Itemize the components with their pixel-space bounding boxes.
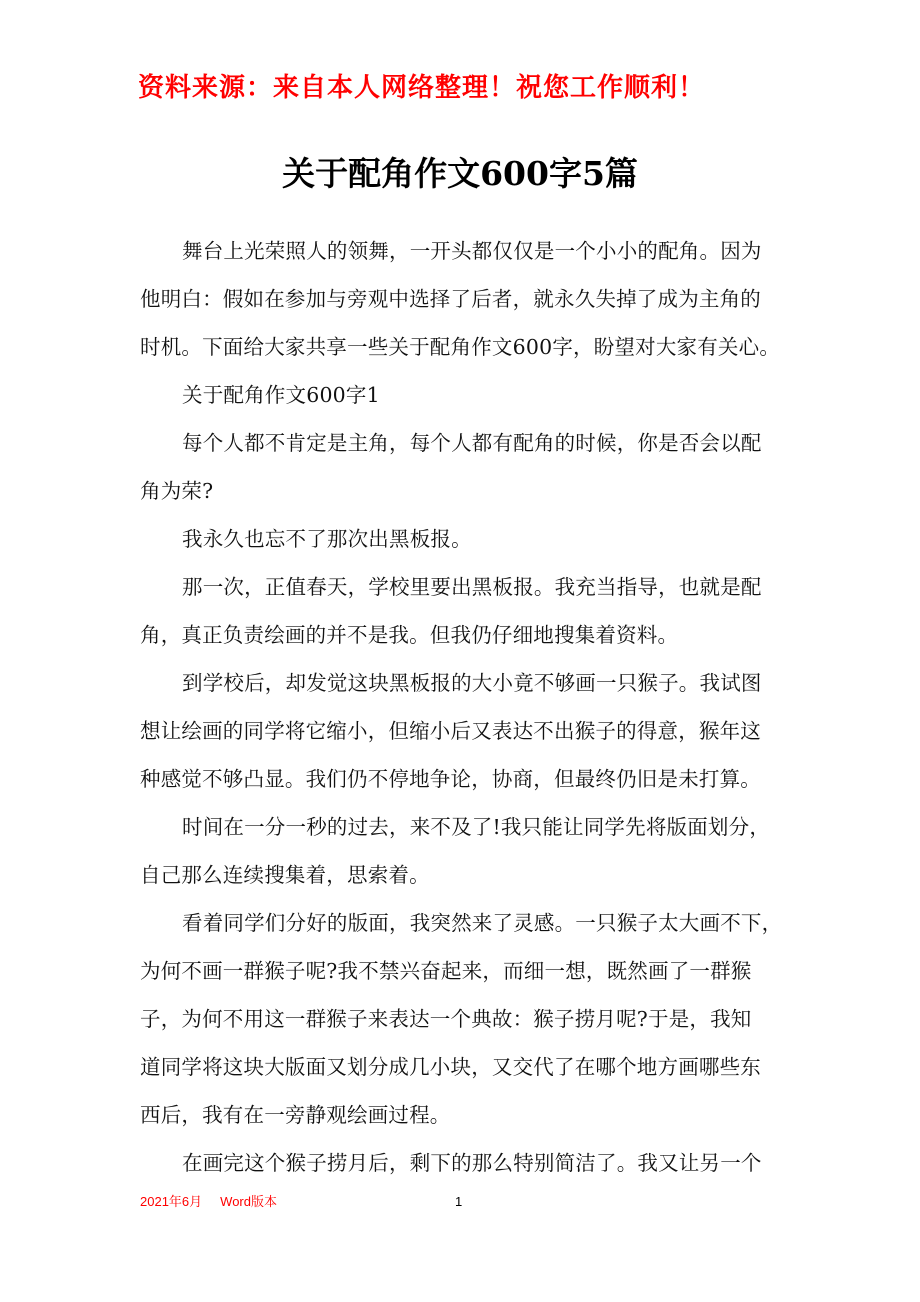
body-line: 他明白：假如在参加与旁观中选择了后者，就永久失掉了成为主角的 bbox=[140, 287, 761, 311]
body-line: 时间在一分一秒的过去，来不及了!我只能让同学先将版面划分， bbox=[182, 815, 771, 839]
body-line: 每个人都不肯定是主角，每个人都有配角的时候，你是否会以配 bbox=[182, 431, 762, 455]
section-heading: 关于配角作文600字1 bbox=[182, 383, 380, 407]
body-line: 我永久也忘不了那次出黑板报。 bbox=[182, 527, 472, 551]
footer-date: 2021年6月 bbox=[140, 1194, 203, 1209]
document-title: 关于配角作文600字5篇 bbox=[282, 154, 638, 193]
body-line: 道同学将这块大版面又划分成几小块，又交代了在哪个地方画哪些东 bbox=[140, 1055, 761, 1079]
body-line: 看着同学们分好的版面，我突然来了灵感。一只猴子太大画不下， bbox=[182, 911, 783, 935]
source-banner: 资料来源：来自本人网络整理！祝您工作顺利！ bbox=[138, 73, 706, 103]
body-line: 时机。下面给大家共享一些关于配角作文600字，盼望对大家有关心。 bbox=[140, 335, 781, 359]
body-line: 为何不画一群猴子呢?我不禁兴奋起来，而细一想，既然画了一群猴 bbox=[140, 959, 752, 983]
body-line: 舞台上光荣照人的领舞，一开头都仅仅是一个小小的配角。因为 bbox=[182, 239, 762, 263]
body-line: 想让绘画的同学将它缩小，但缩小后又表达不出猴子的得意，猴年这 bbox=[140, 719, 761, 743]
footer-version: Word版本 bbox=[220, 1194, 277, 1209]
body-line: 那一次，正值春天，学校里要出黑板报。我充当指导，也就是配 bbox=[182, 575, 762, 599]
page-footer bbox=[140, 1192, 277, 1212]
body-line: 西后，我有在一旁静观绘画过程。 bbox=[140, 1103, 451, 1127]
body-line: 子，为何不用这一群猴子来表达一个典故：猴子捞月呢?于是，我知 bbox=[140, 1007, 752, 1031]
body-line: 角，真正负责绘画的并不是我。但我仍仔细地搜集着资料。 bbox=[140, 623, 679, 647]
body-line: 到学校后，却发觉这块黑板报的大小竟不够画一只猴子。我试图 bbox=[182, 671, 762, 695]
body-line: 角为荣? bbox=[140, 479, 214, 503]
body-line: 种感觉不够凸显。我们仍不停地争论，协商，但最终仍旧是未打算。 bbox=[140, 767, 761, 791]
body-line: 自己那么连续搜集着，思索着。 bbox=[140, 863, 430, 887]
body-line: 在画完这个猴子捞月后，剩下的那么特别简洁了。我又让另一个 bbox=[182, 1151, 762, 1175]
page-number: 1 bbox=[455, 1194, 463, 1209]
